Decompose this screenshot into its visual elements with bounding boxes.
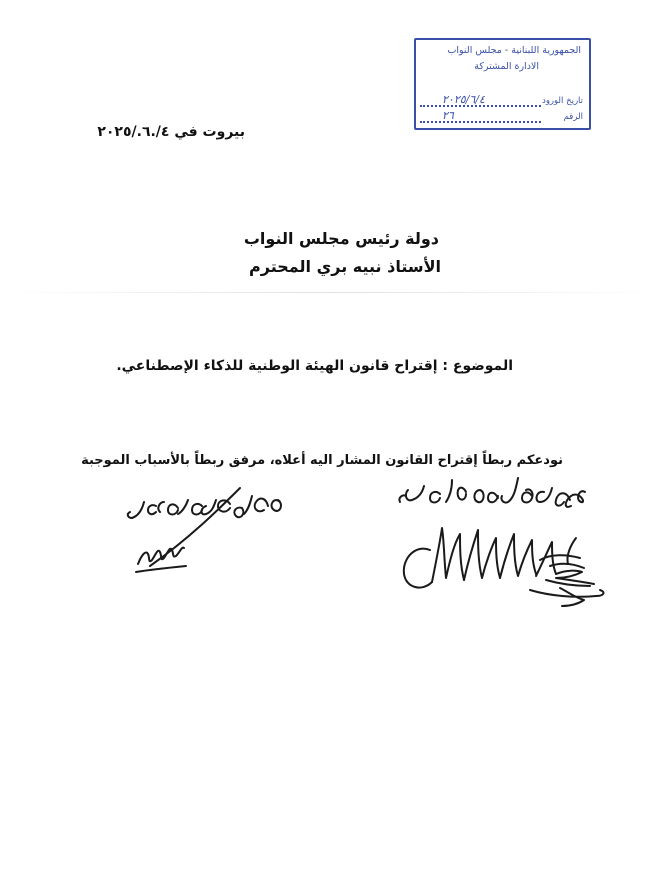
signature-right-drawing bbox=[380, 470, 630, 620]
letter-subject: الموضوع : إقتراح قانون الهيئة الوطنية للذكاء الإصطناعي. bbox=[116, 358, 513, 374]
stamp-date-field bbox=[420, 93, 583, 110]
letter-date: بيروت في ٤/.٦./٢٠٢٥ bbox=[97, 124, 245, 140]
addressee-title: دولة رئيس مجلس النواب bbox=[243, 229, 439, 248]
stamp-title: الجمهورية اللبنانية - مجلس النواب bbox=[447, 45, 581, 56]
addressee-name: الأستاذ نبيه بري المحترم bbox=[249, 257, 441, 276]
stamp-date-value: ٢٠٢٥/٦/٤ bbox=[442, 93, 485, 106]
stamp-subtitle: الادارة المشتركة bbox=[474, 61, 539, 72]
stamp-number-dots bbox=[420, 121, 541, 123]
letter-body: نودعكم ربطاً إقتراح القانون المشار اليه أعلاه، مرفق ربطاً بالأسباب الموجبة bbox=[81, 453, 563, 468]
signature-left bbox=[120, 482, 300, 582]
stamp-number-field bbox=[420, 109, 583, 126]
signature-left-drawing bbox=[120, 482, 300, 582]
stamp-date-label: تاريخ الورود bbox=[542, 96, 583, 106]
stamp-number-value: ٢٦ bbox=[442, 109, 454, 122]
registration-stamp bbox=[414, 38, 591, 130]
fold-line bbox=[0, 292, 663, 293]
signature-right bbox=[380, 470, 630, 620]
stamp-number-label: الرقم bbox=[563, 112, 583, 122]
